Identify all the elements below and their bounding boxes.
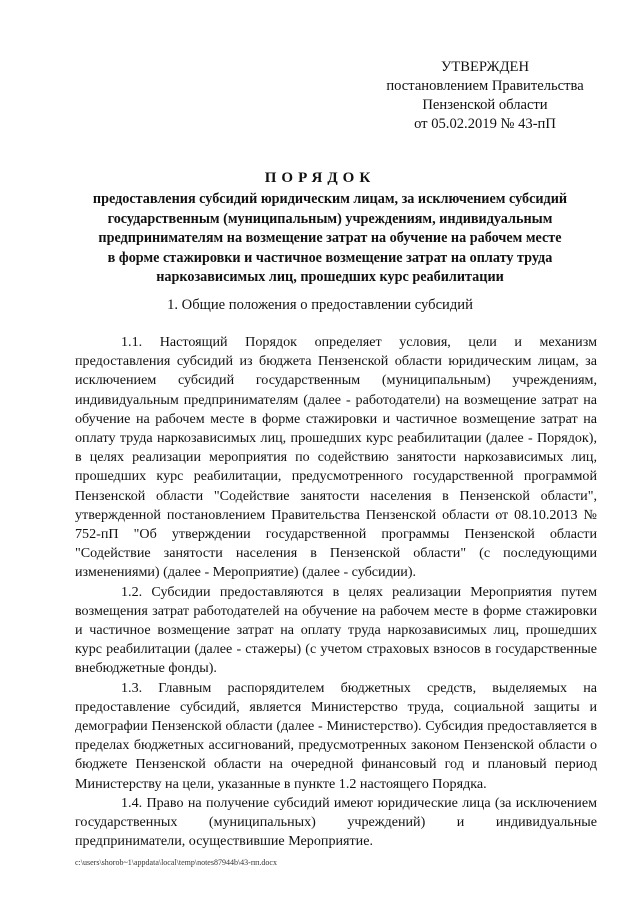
subtitle-line-2: государственным (муниципальным) учреждениям, индивидуальным	[107, 210, 553, 227]
approval-stamp	[360, 58, 610, 134]
paragraph-1-2: 1.2. Субсидии предоставляются в целях реализации Мероприятия путем возмещения затрат работодателей на обучение на рабочем месте в форме стажировки и частичное возмещение затрат на оплату труда наркозависимых лиц, прошедших курс реабилитации (далее - стажеры) (с учетом страховых взносов в государственные внебюджетные фонды).	[75, 583, 597, 677]
paragraph-1-1: 1.1. Настоящий Порядок определяет условия, цели и механизм предоставления субсидий из бюджета Пензенской области юридическим лицам, за исключением субсидий государственным (муниципальным) учреждениям, индивидуальным предпринимателям (далее - работодатели) на возмещение затрат на обучение на рабочем месте в форме стажировки и частичное возмещение затрат на оплату труда наркозависимых лиц, прошедших курс реабилитации (далее - Порядок), в целях реализации мероприятия по содействию занятости наркозависимых лиц, прошедших курс реабилитации, предусмотренного государственной программой Пензенской области "Содействие занятости населения в Пензенской области", утвержденной постановлением Правительства Пензенской области от 08.10.2013 № 752-пП "Об утверждении государственной программы Пензенской области "Содействие занятости населения в Пензенской области" (с последующими изменениями) (далее - Мероприятие) (далее - субсидии).	[75, 334, 597, 581]
paragraph-1-4: 1.4. Право на получение субсидий имеют юридические лица (за исключением государственных (муниципальных) учреждений) и индивидуальные предприниматели, осуществившие Мероприятие.	[75, 794, 597, 850]
footer-file-path: c:\users\shorob~1\appdata\local\temp\notes87944b\43-пп.docx	[75, 858, 277, 867]
approval-authority: постановлением Правительства	[386, 78, 584, 94]
paragraph-1-3: 1.3. Главным распорядителем бюджетных средств, выделяемых на предоставление субсидий, является Министерство труда, социальной защиты и демографии Пензенской области (далее - Министерство). Субсидия предоставляется в пределах бюджетных ассигнований, предусмотренных законом Пензенской области о бюджете Пензенской области на очередной финансовый год и плановый период Министерству на цели, указанные в пункте 1.2 настоящего Порядка.	[75, 679, 597, 792]
approval-region: Пензенской области	[422, 97, 548, 113]
section-heading: 1. Общие положения о предоставлении субсидий	[167, 297, 473, 313]
body-text	[75, 333, 597, 851]
approval-status: УТВЕРЖДЕН	[441, 59, 529, 75]
subtitle-line-3: предпринимателям на возмещение затрат на обучение на рабочем месте	[98, 230, 562, 246]
subtitle-line-5: наркозависимых лиц, прошедших курс реабилитации	[156, 269, 504, 285]
document-title: ПОРЯДОК	[264, 170, 376, 186]
subtitle-line-1: предоставления субсидий юридическим лицам, за исключением субсидий	[92, 191, 568, 207]
approval-date-number: от 05.02.2019 № 43-пП	[414, 116, 556, 132]
subtitle-line-4: в форме стажировки и частичное возмещение затрат на оплату труда	[107, 249, 553, 266]
document-subtitle	[60, 190, 600, 288]
